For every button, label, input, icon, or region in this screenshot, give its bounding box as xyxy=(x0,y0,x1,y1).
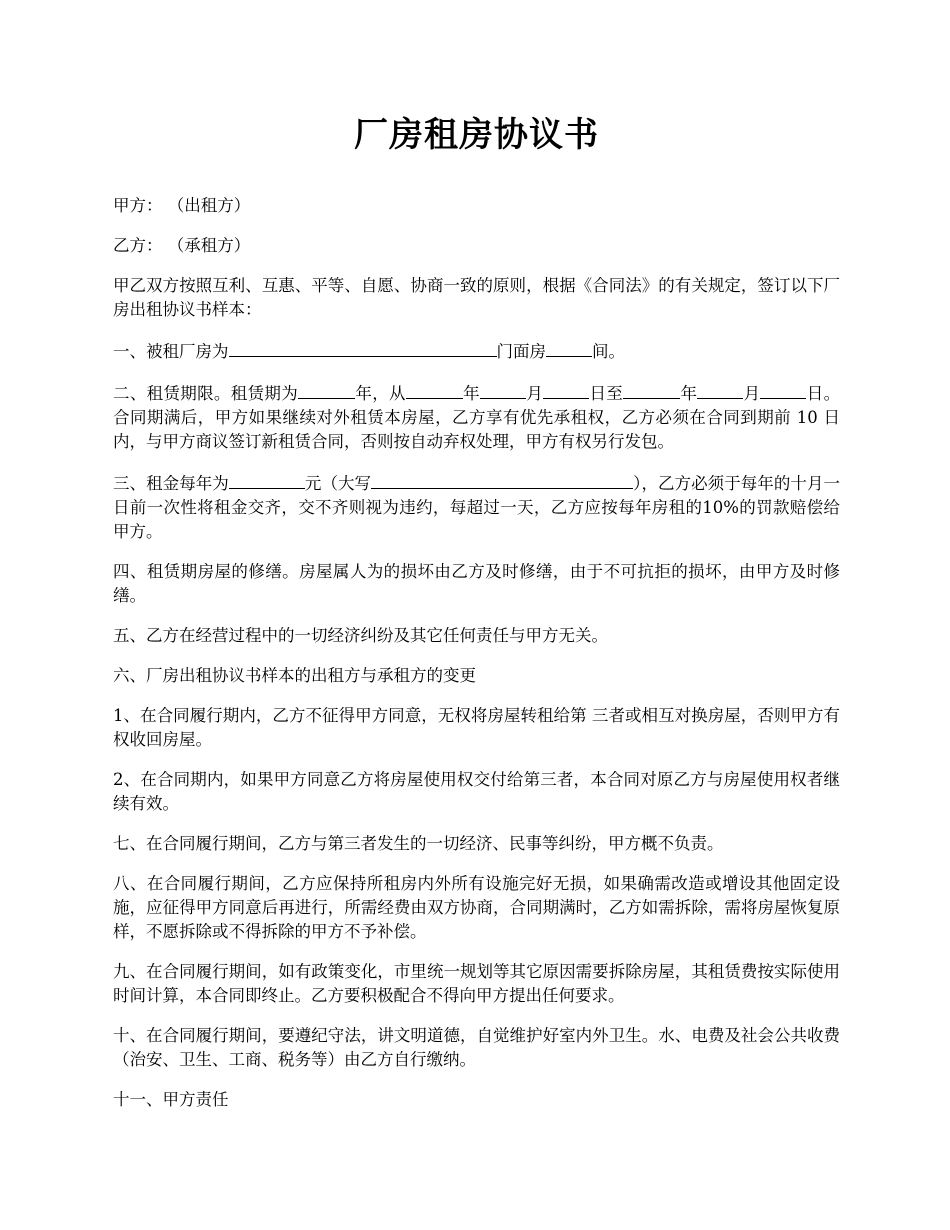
clause-3-text-3: ），乙方必须于每年的十月一日前一次性将租金交齐，交不齐则视为违约，每超过一天，乙方应按每年房租的10%的罚款赔偿给甲方。 xyxy=(113,474,841,541)
blank-start-month xyxy=(480,380,526,399)
party-a-line: 甲方： （出租方） xyxy=(113,196,251,215)
clause-1-suffix: 间。 xyxy=(592,342,625,361)
clause-7: 七、在合同履行期间，乙方与第三者发生的一切经济、民事等纠纷，甲方概不负责。 xyxy=(113,834,724,853)
clause-2-text-6: 年 xyxy=(680,384,698,403)
party-b-line: 乙方： （承租方） xyxy=(113,236,251,255)
blank-term-years xyxy=(298,380,355,399)
clause-11: 十一、甲方责任 xyxy=(113,1090,229,1109)
intro-paragraph: 甲乙双方按照互利、互惠、平等、自愿、协商一致的原则，根据《合同法》的有关规定，签订以下厂房出租协议书样本： xyxy=(113,276,840,319)
clause-1-prefix: 一、被租厂房为 xyxy=(113,342,229,361)
blank-room-count xyxy=(546,338,592,357)
clause-2-text-8: 日。合同期满后，甲方如果继续对外租赁本房屋，乙方享有优先承租权，乙方必须在合同到期前 10 日内，与甲方商议签订新租赁合同，否则按自动弃权处理，甲方有权另行发包。 xyxy=(113,384,841,451)
clause-3 xyxy=(113,470,840,544)
blank-premises xyxy=(229,338,497,357)
clause-9: 九、在合同履行期间，如有政策变化，市里统一规划等其它原因需要拆除房屋，其租赁费按实际使用时间计算，本合同即终止。乙方要积极配合不得向甲方提出任何要求。 xyxy=(113,962,840,1005)
clause-2-text-3: 年 xyxy=(462,384,480,403)
blank-rent-amount xyxy=(229,470,305,489)
blank-end-year xyxy=(623,380,680,399)
clause-3-text-2: 元（大写 xyxy=(304,474,372,493)
document-page xyxy=(113,110,840,1128)
clause-6-item-2: 2、在合同期内，如果甲方同意乙方将房屋使用权交付给第三者，本合同对原乙方与房屋使用权者继续有效。 xyxy=(113,770,840,813)
clause-2-text-2: 年，从 xyxy=(355,384,406,403)
clause-4: 四、租赁期房屋的修缮。房屋属人为的损坏由乙方及时修缮，由于不可抗拒的损坏，由甲方及时修缮。 xyxy=(113,562,840,605)
clause-10: 十、在合同履行期间，要遵纪守法，讲文明道德，自觉维护好室内外卫生。水、电费及社会公共收费（治安、卫生、工商、税务等）由乙方自行缴纳。 xyxy=(113,1026,840,1069)
clause-8: 八、在合同履行期间，乙方应保持所租房内外所有设施完好无损，如果确需改造或增设其他固定设施，应征得甲方同意后再进行，所需经费由双方协商，合同期满时，乙方如需拆除，需将房屋恢复原样，不愿拆除或不得拆除的甲方不予补偿。 xyxy=(113,874,840,941)
clause-3-text-1: 三、租金每年为 xyxy=(113,474,229,493)
blank-end-month xyxy=(697,380,743,399)
clause-2 xyxy=(113,380,840,454)
blank-start-year xyxy=(406,380,463,399)
clause-2-text-5: 日至 xyxy=(589,384,624,403)
blank-rent-uppercase xyxy=(371,470,633,489)
clause-2-text-4: 月 xyxy=(526,384,544,403)
clause-6-item-1: 1、在合同履行期内，乙方不征得甲方同意，无权将房屋转租给第 三者或相互对换房屋，否则甲方有权收回房屋。 xyxy=(113,706,840,749)
clause-5: 五、乙方在经营过程中的一切经济纠纷及其它任何责任与甲方无关。 xyxy=(113,626,608,645)
clause-2-text-7: 月 xyxy=(743,384,761,403)
clause-1-middle: 门面房 xyxy=(496,342,546,361)
blank-start-day xyxy=(543,380,589,399)
clause-2-text-1: 二、租赁期限。租赁期为 xyxy=(113,384,299,403)
blank-end-day xyxy=(760,380,806,399)
clause-6: 六、厂房出租协议书样本的出租方与承租方的变更 xyxy=(113,666,476,685)
clause-1 xyxy=(113,338,840,364)
document-title: 厂房租房协议书 xyxy=(354,115,599,155)
